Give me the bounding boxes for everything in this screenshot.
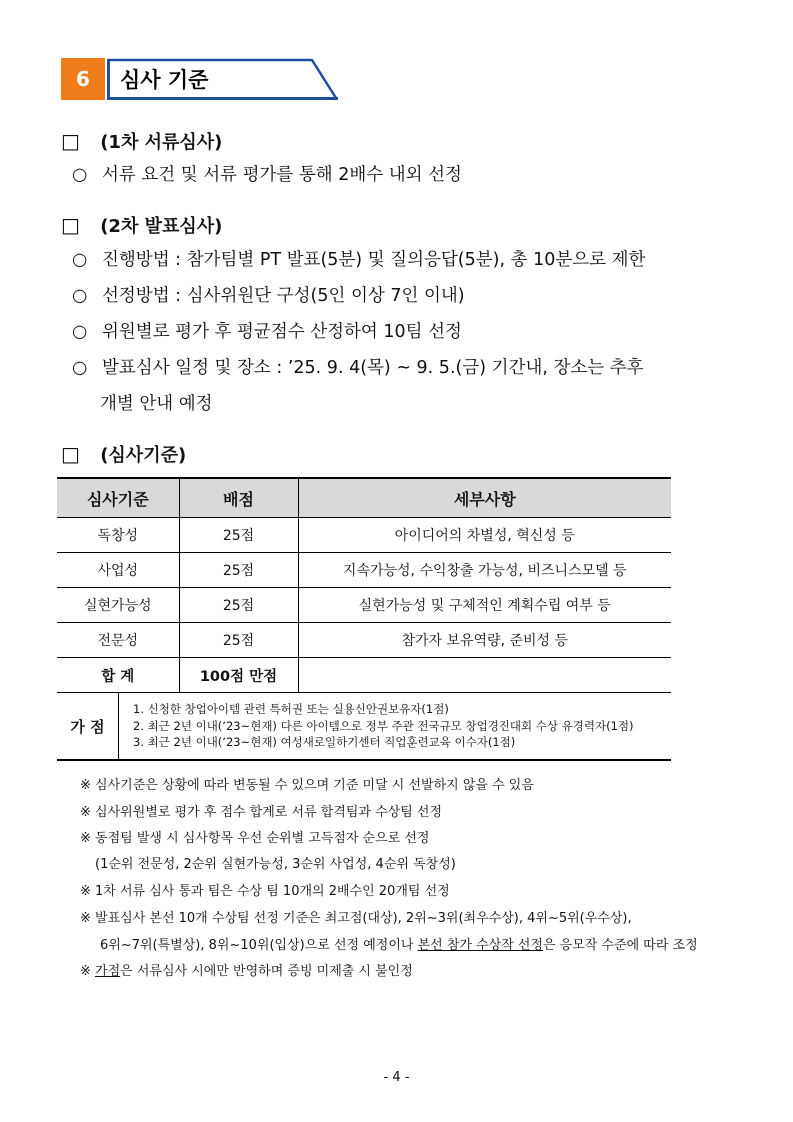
note-line: ※ 가점은 서류심사 시에만 반영하며 증빙 미제출 시 불인정 [80,964,413,979]
table-row [57,518,671,553]
square-bullet-icon: □ [61,442,80,466]
note-line: ※ 동점팀 발생 시 심사항목 우선 순위별 고득점자 순으로 선정 [80,831,430,846]
criterion-detail: 지속가능성, 수익창출 가능성, 비즈니스모델 등 [298,553,671,588]
criterion-score: 25점 [179,623,298,658]
circle-bullet-icon: ○ [72,250,88,270]
second-round-bullet: ○ 발표심사 일정 및 장소 : ’25. 9. 4(목) ~ 9. 5.(금) 기간내, 장소는 추후 [72,358,644,378]
column-header: 배점 [179,478,298,518]
bonus-item: 1. 신청한 창업아이템 관련 특허권 또는 실용신안권보유자(1점) [133,702,449,716]
table-row [57,588,671,623]
note-line: 6위~7위(특별상), 8위~10위(입상)으로 선정 예정이나 본선 참가 수상작 선정은 응모작 수준에 따라 조정 [100,938,698,953]
note-line: ※ 1차 서류 심사 통과 팀은 수상 팀 10개의 2배수인 20개팀 선정 [80,884,450,899]
section-number-badge: 6 [61,58,105,100]
underlined-text: 본선 참가 수상작 선정 [417,938,543,953]
bonus-item: 3. 최근 2년 이내(’23~현재) 여성새로일하기센터 직업훈련교육 이수자(1점) [133,735,516,749]
column-header: 세부사항 [298,478,671,518]
criterion-detail: 참가자 보유역량, 준비성 등 [298,623,671,658]
table-header-row [57,478,671,518]
table-row [57,553,671,588]
criterion-name: 독창성 [57,518,179,553]
criterion-name: 사업성 [57,553,179,588]
note-line: ※ 심사기준은 상황에 따라 변동될 수 있으며 기준 미달 시 선발하지 않을 수 있음 [80,778,534,793]
note-line: ※ 발표심사 본선 10개 수상팀 선정 기준은 최고점(대상), 2위~3위(최우수상), 4위~5위(우수상), [80,911,632,926]
criteria-heading: □ (심사기준) [61,442,187,466]
square-bullet-icon: □ [61,213,80,237]
second-round-heading: □ (2차 발표심사) [61,213,223,237]
square-bullet-icon: □ [61,129,80,153]
first-round-bullet: ○ 서류 요건 및 서류 평가를 통해 2배수 내외 선정 [72,165,462,185]
bonus-item: 2. 최근 2년 이내(’23~현재) 다른 아이템으로 정부 주관 전국규모 창업경진대회 수상 유경력자(1점) [133,718,634,733]
page-number: - 4 - [383,1070,410,1085]
second-round-bullet: ○ 진행방법 : 참가팀별 PT 발표(5분) 및 질의응답(5분), 총 10분으로 제한 [72,250,646,270]
second-round-bullet: ○ 선정방법 : 심사위원단 구성(5인 이상 7인 이내) [72,286,465,306]
criterion-score: 25점 [179,588,298,623]
criterion-name: 실현가능성 [57,588,179,623]
circle-bullet-icon: ○ [72,358,88,378]
bonus-list [133,701,634,751]
section-title: 심사 기준 [120,68,209,92]
total-empty-cell [298,658,671,693]
bonus-label: 가 점 [57,693,119,759]
column-header: 심사기준 [57,478,179,518]
table-row [57,623,671,658]
total-score: 100점 만점 [179,658,298,693]
first-round-heading: □ (1차 서류심사) [61,129,223,153]
criteria-table [57,477,671,693]
bonus-points-box [57,692,671,761]
criterion-score: 25점 [179,553,298,588]
criterion-score: 25점 [179,518,298,553]
note-line: (1순위 전문성, 2순위 실현가능성, 3순위 사업성, 4순위 독창성) [95,857,456,872]
underlined-text: 가점 [95,964,121,979]
second-round-bullet-continuation: 개별 안내 예정 [100,394,213,414]
criterion-name: 전문성 [57,623,179,658]
second-round-bullet: ○ 위원별로 평가 후 평균점수 산정하여 10팀 선정 [72,322,462,342]
note-line: ※ 심사위원별로 평가 후 점수 합계로 서류 합격팀과 수상팀 선정 [80,805,443,820]
circle-bullet-icon: ○ [72,322,88,342]
criterion-detail: 실현가능성 및 구체적인 계획수립 여부 등 [298,588,671,623]
total-label: 합 계 [57,658,179,693]
circle-bullet-icon: ○ [72,286,88,306]
table-total-row [57,658,671,693]
criterion-detail: 아이디어의 차별성, 혁신성 등 [298,518,671,553]
circle-bullet-icon: ○ [72,165,88,185]
